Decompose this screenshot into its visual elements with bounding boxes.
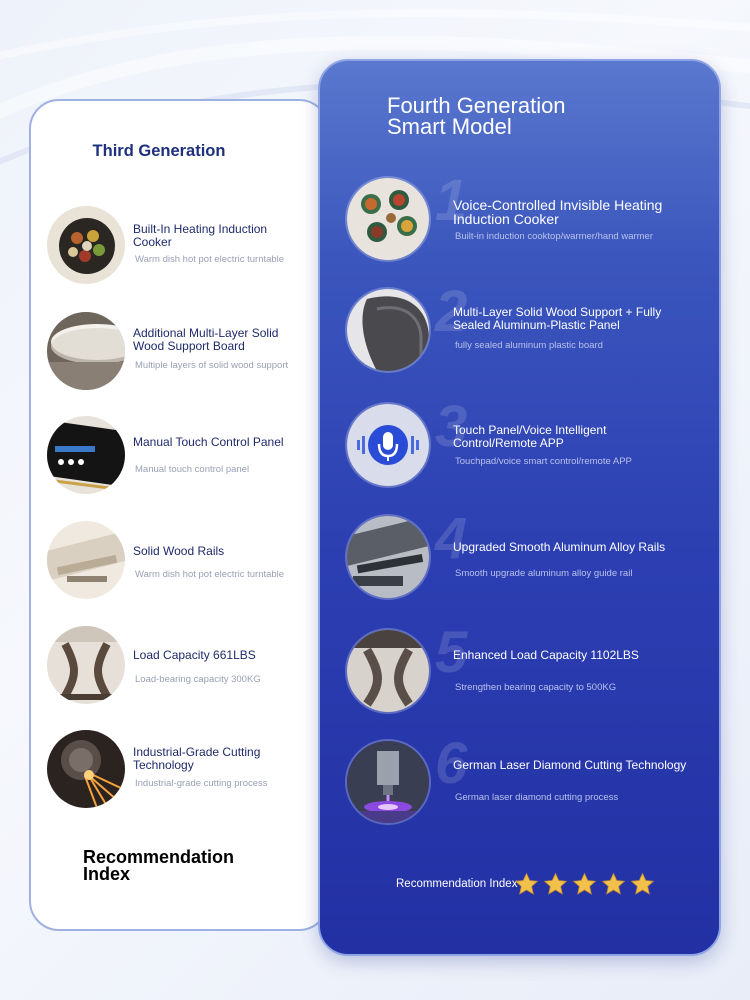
right-recommendation-label: Recommendation Index	[396, 878, 518, 890]
item-number: 4	[435, 506, 468, 571]
cutting-sparks-image	[47, 730, 125, 808]
left-item-subtitle: Warm dish hot pot electric turntable	[135, 254, 285, 265]
left-item-subtitle: Manual touch control panel	[135, 464, 250, 475]
induction-cooker-image	[47, 206, 125, 284]
right-item-subtitle: German laser diamond cutting process	[455, 792, 619, 803]
item-number: 1	[435, 168, 468, 233]
panel-edge-image	[347, 289, 429, 371]
left-item-subtitle: Industrial-grade cutting process	[135, 778, 268, 789]
fourth-generation-title	[387, 95, 566, 137]
right-item-subtitle: Built-in induction cooktop/warmer/hand warmer	[455, 231, 654, 242]
left-item-subtitle: Warm dish hot pot electric turntable	[135, 569, 285, 580]
right-item-subtitle: Touchpad/voice smart control/remote APP	[455, 456, 632, 467]
star-icon	[572, 872, 597, 897]
left-item-title: Additional Multi-Layer Solid Wood Support Board	[133, 326, 279, 353]
right-item-subtitle: Strengthen bearing capacity to 500KG	[455, 682, 617, 693]
left-item-title: Load Capacity 661LBS	[133, 648, 256, 662]
star-icon	[514, 872, 539, 897]
item-number: 3	[435, 394, 468, 459]
title-line-1: Fourth Generation	[387, 93, 566, 118]
right-item-subtitle: Smooth upgrade aluminum alloy guide rail	[455, 568, 633, 579]
item-number: 2	[435, 279, 468, 344]
dishes-table-image	[347, 178, 429, 260]
item-number: 5	[435, 620, 468, 685]
star-icon	[543, 872, 568, 897]
wood-board-image	[47, 312, 125, 390]
laser-cutter-image	[347, 741, 429, 823]
right-item-subtitle: fully sealed aluminum plastic board	[455, 340, 603, 351]
third-generation-title: Third Generation	[92, 142, 226, 160]
left-item-title: Built-In Heating Induction Cooker	[133, 222, 268, 249]
microphone-icon	[347, 404, 429, 486]
table-base-image	[47, 626, 125, 704]
right-item-title: Upgraded Smooth Aluminum Alloy Rails	[453, 540, 666, 554]
control-panel-image	[47, 416, 125, 494]
left-recommendation-index: Recommendation Index	[83, 847, 235, 884]
right-item-title: Voice-Controlled Invisible Heating Induction Cooker	[453, 197, 663, 227]
left-item-subtitle: Multiple layers of solid wood support	[135, 360, 289, 371]
wood-rails-image	[47, 521, 125, 599]
left-item-title: Manual Touch Control Panel	[133, 435, 284, 449]
item-number: 6	[435, 731, 468, 796]
right-item-title: Enhanced Load Capacity 1102LBS	[453, 648, 639, 662]
table-base-image	[347, 630, 429, 712]
left-item-subtitle: Load-bearing capacity 300KG	[135, 674, 261, 685]
star-icon	[601, 872, 626, 897]
left-item-title: Industrial-Grade Cutting Technology	[133, 745, 261, 772]
star-rating	[514, 872, 655, 897]
title-line-2: Smart Model	[387, 114, 512, 139]
right-item-title: Multi-Layer Solid Wood Support + Fully Sealed Aluminum-Plastic Panel	[453, 305, 662, 332]
star-icon	[630, 872, 655, 897]
left-item-title: Solid Wood Rails	[133, 544, 225, 558]
right-item-title: Touch Panel/Voice Intelligent Control/Remote APP	[453, 423, 607, 450]
right-item-title: German Laser Diamond Cutting Technology	[453, 758, 687, 772]
alloy-rails-image	[347, 516, 429, 598]
